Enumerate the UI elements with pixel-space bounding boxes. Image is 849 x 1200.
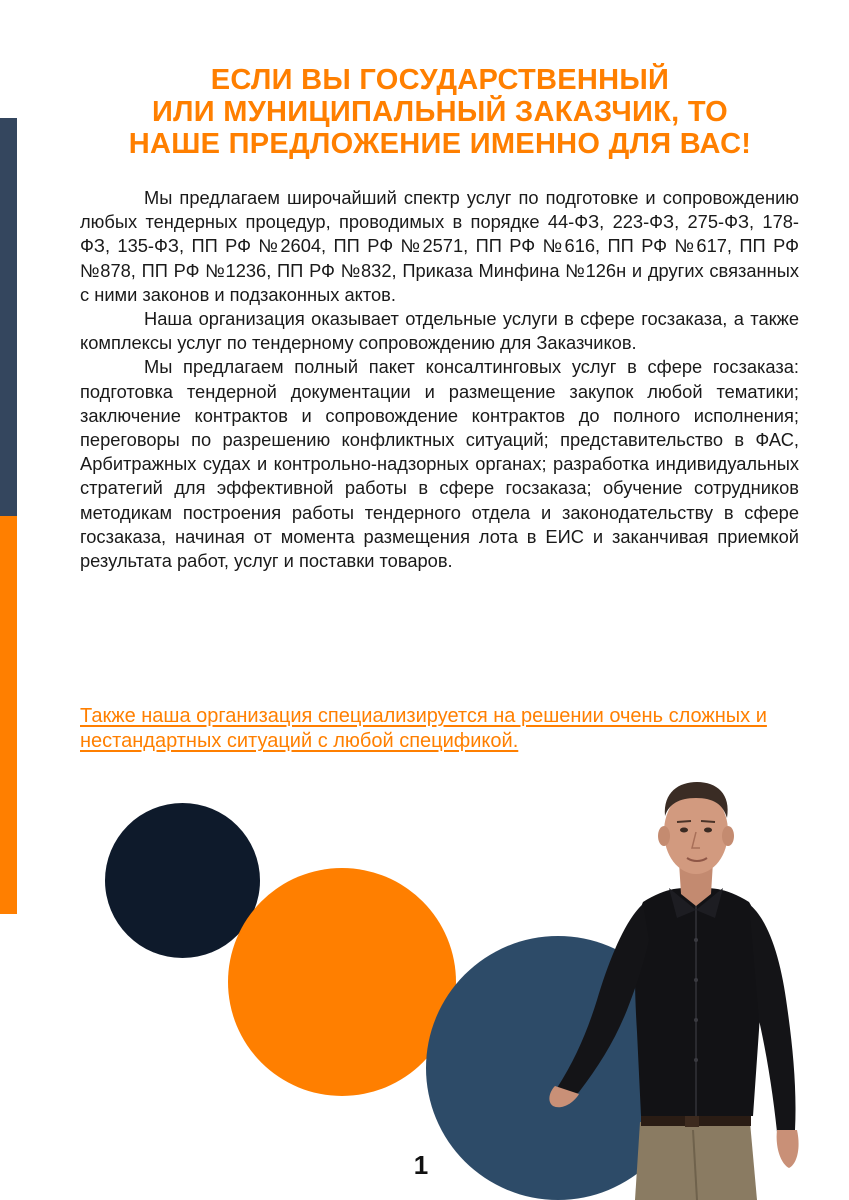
page-title	[60, 64, 820, 160]
paragraph-consulting-package: Мы предлагаем полный пакет консалтинговых услуг в сфере госзаказа: подготовка тендерной документации и размещение закупок любой тематики; заключение контрактов и сопровождение контрактов до полного исполнения; переговоры по разрешению конфликтных ситуаций; представительство в ФАС, Арбитражных судах и контрольно-надзорных органах; разработка индивидуальных стратегий для эффективной работы в сфере госзаказа; обучение сотрудников методикам построения работы тендерного отдела и законодательству в сфере госзаказа, начиная от момента размещения лота в ЕИС и заканчивая приемкой результата работ, услуг и поставки товаров.	[80, 356, 799, 572]
side-accent-bar-blue	[0, 118, 17, 516]
paragraph-services-scope: Мы предлагаем широчайший спектр услуг по подготовке и сопровождению любых тендерных процедур, проводимых в порядке 44-ФЗ, 223-ФЗ, 275-ФЗ, 178-ФЗ, 135-ФЗ, ПП РФ №2604, ПП РФ №2571, ПП РФ №616, ПП РФ №617, ПП РФ №878, ПП РФ №1236, ПП РФ №832, Приказа Минфина №126н и других связанных с ними законов и подзаконных актов.	[80, 187, 799, 305]
page-title-line-1: ЕСЛИ ВЫ ГОСУДАРСТВЕННЫЙ	[210, 64, 670, 96]
highlight-link[interactable]: Также наша организация специализируется на решении очень сложных и нестандартных ситуаций с любой спецификой.	[80, 705, 767, 752]
decor-circle-navy	[105, 803, 260, 958]
page-number: 1	[413, 1150, 429, 1180]
side-accent-bar-orange	[0, 516, 17, 914]
decor-circle-orange	[228, 868, 456, 1096]
page-title-line-3: НАШЕ ПРЕДЛОЖЕНИЕ ИМЕННО ДЛЯ ВАС!	[128, 128, 752, 160]
page-title-line-2: ИЛИ МУНИЦИПАЛЬНЫЙ ЗАКАЗЧИК, ТО	[151, 96, 729, 128]
body-text	[80, 186, 799, 573]
paragraph-organization-services: Наша организация оказывает отдельные услуги в сфере госзаказа, а также комплексы услуг по тендерному сопровождению для Заказчиков.	[80, 308, 799, 354]
person-photo-icon	[545, 770, 849, 1200]
